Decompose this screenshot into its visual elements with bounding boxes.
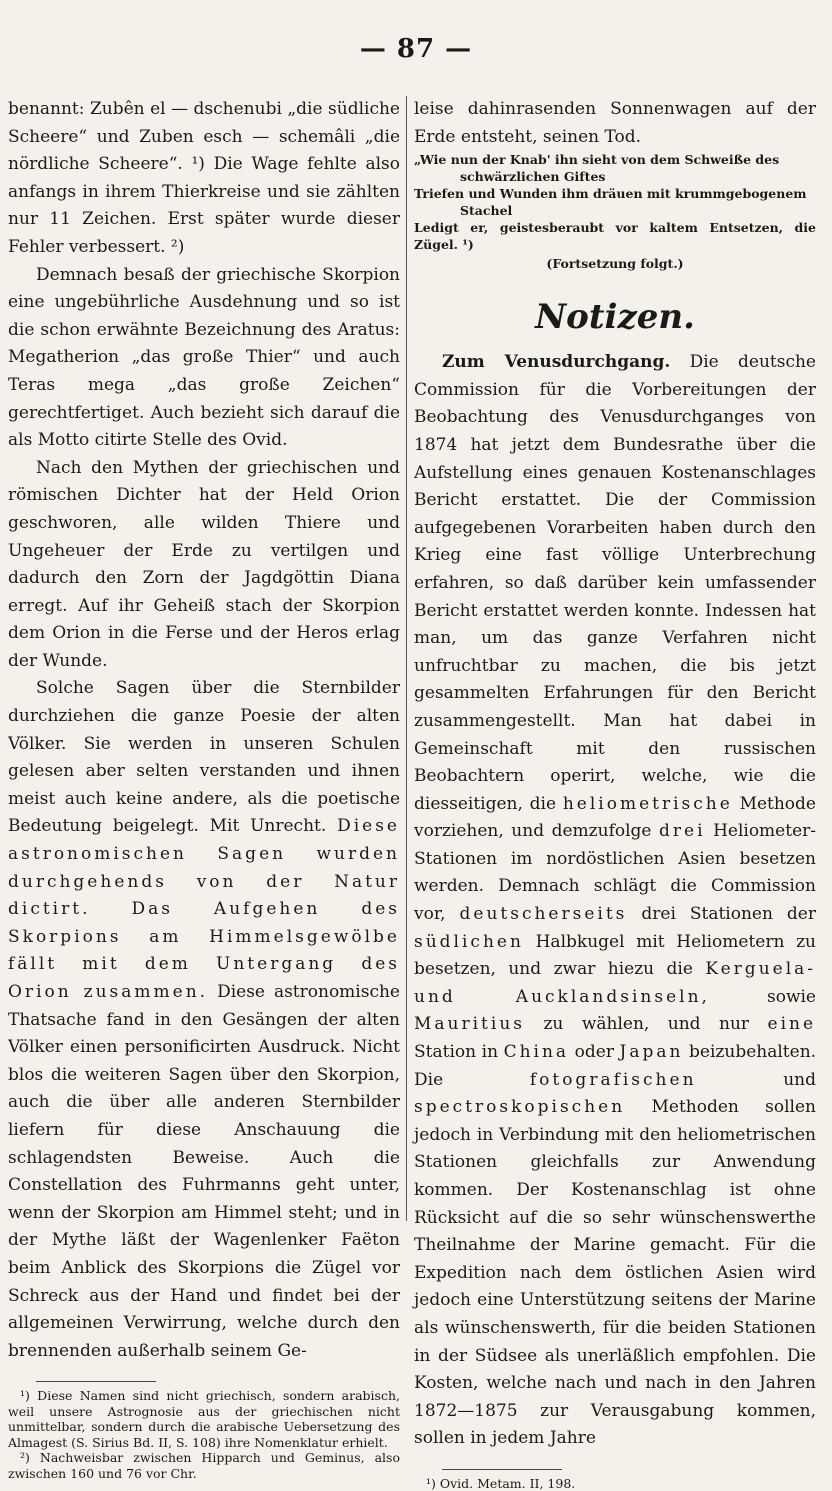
paragraph-text: Die deutsche Commission für die Vorbereitungen der Beobachtung des Venusdurchganges von 1874 hat jetzt dem Bundesrathe über die Aufstellung eines genauen Kostenanschlages Bericht erstattet. Die der Commission aufgegebenen Vorarbeiten haben durch den Krieg eine fast völlige Unterbrechung erfahren, so daß darüber kein umfassender Bericht erstattet werden konnte. Indessen hat man, um das ganze Verfahren nicht unfruchtbar zu machen, die bis jetzt gesammelten Erfahrungen für den Bericht zusammengestellt. Man hat dabei in Gemeinschaft mit den russischen Beobachtern operirt, welche, wie die diesseitigen, die [414,352,816,814]
emphasized-text: deutscherseits [459,904,628,925]
right-column [414,96,816,1491]
paragraph-text: oder [574,1042,614,1063]
emphasized-text: Mauritius [414,1014,525,1035]
verse-line: Stachel [460,203,513,219]
paragraph-text: Solche Sagen über die Sternbilder durchziehen die ganze Poesie der alten Völker. Sie werden in unseren Schulen gelesen aber selten verstanden und ihnen meist auch keine andere, als die poetische Bedeutung beigelegt. Mit Unrecht. [8,678,400,837]
paragraph: benannt: Zubên el — dschenubi „die südliche Scheere“ und Zuben esch — schemâli „die nördliche Scheere“. ¹) Die Wage fehlte also anfangs in ihrem Thierkreise und sie zählten nur 11 Zeichen. Erst später wurde dieser Fehler verbessert. ²) [8,99,400,257]
paragraph-text: Heliometer-Stationen im nordöstlichen Asien besetzen werden. Demnach schlägt die Commission vor, [414,821,817,925]
paragraph: Nach den Mythen der griechischen und römischen Dichter hat der Held Orion geschworen, alle wilden Thiere und Ungeheuer der Erde zu vertilgen und dadurch den Zorn der Jagdgöttin Diana erregt. Auf ihr Geheiß stach der Skorpion dem Orion in die Ferse und der Heros erlag der Wunde. [8,457,400,671]
page-number: — 87 — [359,34,473,64]
continuation-note: (Fortsetzung folgt.) [546,256,684,272]
footnote-rule [442,1469,562,1470]
paragraph-text: sowie [766,986,816,1007]
verse-quote [414,151,816,253]
footnote: ¹) Diese Namen sind nicht griechisch, sondern arabisch, weil unsere Astrognosie aus der griechischen nicht unmittelbar, sondern durch die arabische Uebersetzung des Almagest (S. Sirius Bd. II, S. 108) ihre Nomenklatur erhielt. [8,1388,400,1450]
emphasized-text: drei [659,821,706,842]
paragraph-text: Halbkugel mit Heliometern zu besetzen, und zwar hiezu die [414,931,816,980]
verse-line: „Wie nun der Knab' ihn sieht von dem Schweiße des [414,152,780,168]
footnote: ¹) Ovid. Metam. II, 198. [426,1475,576,1491]
paragraph: Demnach besaß der griechische Skorpion eine ungebührliche Ausdehnung und so ist die schon erwähnte Bezeichnung des Aratus: Megatherion „das große Thier“ und auch Teras mega „das große Zeichen“ gerechtfertiget. Auch bezieht sich darauf die als Motto citirte Stelle des Ovid. [8,264,400,451]
notice-lead: Zum Venusdurchgang. [442,352,671,373]
paragraph-text: Methode vorziehen, und demzufolge [414,793,816,842]
paragraph-text: beizubehalten. Die [414,1042,817,1090]
paragraph: leise dahinrasenden Sonnenwagen auf der Erde entsteht, seinen Tod. [414,99,816,147]
footnotes [414,1476,816,1491]
column-divider [406,96,407,1221]
footnotes [8,1388,400,1481]
paragraph-text: drei Stationen der [641,904,816,925]
emphasized-text: heliometrische [562,793,733,814]
verse-line: Ledigt er, geistesberaubt vor kaltem Entsetzen, die Zügel. ¹) [414,220,816,253]
paragraph-text: und [783,1069,816,1090]
emphasized-text: Japan [619,1042,684,1063]
paragraph [8,675,400,1365]
footnote-rule [36,1381,156,1382]
emphasized-text: Kerguela- und Aucklandsinseln, [414,959,817,1007]
paragraph-text: Methoden sollen jedoch in Verbindung mit den heliometrischen Stationen gleichfalls zur Anwendung kommen. Der Kostenanschlag ist ohne Rücksicht auf die so sehr wünschenswerthe Theilnahme der Marine gemacht. Für die Expedition nach dem östlichen Asien wird jedoch eine Unterstützung seitens der Marine als wünschenswerth, für die beiden Stationen in der Südsee als unerläßlich empfohlen. Die Kosten, welche nach und nach in den Jahren 1872—1875 zur Verausgabung kommen, sollen in jedem Jahre [414,1097,817,1449]
notice-paragraph [414,349,816,1453]
emphasized-text: eine [767,1014,817,1035]
emphasized-text: südlichen [414,931,524,952]
paragraph-text: Diese astronomische Thatsache fand in den Gesängen der alten Völker einen personificirten Ausdruck. Nicht blos die weiteren Sagen über den Skorpion, auch die über alle anderen Sternbilder liefern für diese Anschauung die schlagendsten Beweise. Auch die Constellation des Fuhrmanns geht unter, wenn der Skorpion am Himmel steht; und in der Mythe läßt der Wagenlenker Faëton beim Anblick des Skorpions die Zügel vor Schreck aus der Hand und findet bei der allgemeinen Verwirrung, welche durch den brennenden außerhalb seinem Ge- [8,982,400,1361]
emphasized-text: Diese astronomischen Sagen wurden durchgehends von der Natur dictirt. Das Aufgehen des Skorpions am Himmelsgewölbe fällt mit dem Untergang des Orion zusammen. [8,816,400,1002]
emphasized-text: China [503,1042,570,1063]
paragraph-text: Station in [414,1042,499,1063]
footnote: ²) Nachweisbar zwischen Hipparch und Geminus, also zwischen 160 und 76 vor Chr. [8,1450,400,1481]
section-heading: Notizen. [535,297,695,338]
left-column [8,96,400,1481]
emphasized-text: fotografischen [529,1069,697,1090]
emphasized-text: spectroskopischen [414,1097,626,1118]
verse-line: schwärzlichen Giftes [460,169,606,185]
paragraph-text: zu wählen, und nur [543,1014,750,1035]
verse-line: Triefen und Wunden ihm dräuen mit krummgebogenem [414,186,807,202]
